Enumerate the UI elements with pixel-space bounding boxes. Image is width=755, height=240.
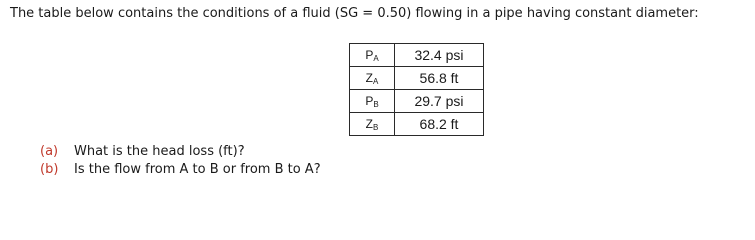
variable-symbol: P bbox=[365, 47, 374, 62]
variable-subscript: A bbox=[373, 53, 379, 63]
question-item bbox=[40, 143, 321, 161]
conditions-table bbox=[349, 43, 484, 136]
variable-symbol: P bbox=[365, 93, 374, 108]
variable-subscript: B bbox=[373, 122, 379, 132]
question-label: (b) bbox=[40, 162, 59, 177]
question-label: (a) bbox=[40, 144, 59, 159]
variable-cell bbox=[350, 90, 395, 113]
variable-subscript: A bbox=[373, 76, 379, 86]
question-item bbox=[40, 161, 321, 179]
variable-cell bbox=[350, 44, 395, 67]
problem-statement: The table below contains the conditions of a fluid (SG = 0.50) flowing in a pipe having constant diameter: bbox=[10, 6, 699, 21]
value-cell: 32.4 psi bbox=[395, 44, 484, 67]
question-text: What is the head loss (ft)? bbox=[74, 144, 245, 159]
question-text: Is the flow from A to B or from B to A? bbox=[74, 162, 321, 177]
variable-subscript: B bbox=[373, 99, 379, 109]
variable-symbol: Z bbox=[365, 116, 373, 131]
question-list bbox=[40, 143, 321, 179]
variable-cell bbox=[350, 67, 395, 90]
variable-cell bbox=[350, 113, 395, 136]
variable-symbol: Z bbox=[365, 70, 373, 85]
table-row bbox=[350, 113, 484, 136]
table-row bbox=[350, 44, 484, 67]
value-cell: 29.7 psi bbox=[395, 90, 484, 113]
value-cell: 68.2 ft bbox=[395, 113, 484, 136]
value-cell: 56.8 ft bbox=[395, 67, 484, 90]
table-row bbox=[350, 90, 484, 113]
table-row bbox=[350, 67, 484, 90]
